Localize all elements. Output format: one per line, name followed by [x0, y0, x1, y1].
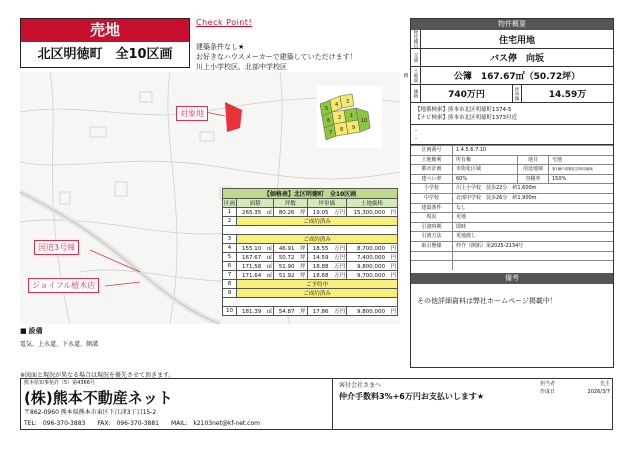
- address-block: [411, 102, 613, 124]
- lot-status: ご成約済み: [237, 235, 398, 244]
- fee-intro: 客付会社さまへ: [339, 382, 382, 389]
- spec-row: [411, 222, 613, 232]
- col-header: 坪数: [274, 199, 307, 208]
- fee-box: [332, 378, 502, 430]
- lot-tsubo: 54.87 坪: [274, 307, 307, 316]
- check-point-line: 建築条件なし★: [196, 43, 245, 51]
- lot-tsubo: 51.92 坪: [274, 271, 307, 280]
- license-number: 熊本県知事免許（5）第4366号: [24, 380, 95, 386]
- spec-row: [411, 174, 613, 184]
- spec-value: 川上小学校 徒歩22分 約1,600m: [456, 185, 537, 192]
- property-title: 北区明徳町 全10区画: [37, 47, 173, 62]
- table-row: [223, 307, 398, 316]
- check-point-line: 川上小学校区、北部中学校区: [196, 63, 287, 71]
- price-table-caption: 【価格表】北区明徳町 全10区画: [223, 189, 398, 199]
- spec-row: [411, 203, 613, 213]
- lot-number: 6: [327, 118, 331, 124]
- lot-unit-price: 17.86 万円: [307, 307, 346, 316]
- lot-price: 9,800,000 円: [347, 262, 398, 271]
- lot-price: 9,800,000 円: [347, 307, 398, 316]
- callout-subject-site: 対象地: [176, 106, 208, 121]
- spec-row: [411, 251, 613, 261]
- spec-value: 市街化区域: [456, 166, 482, 173]
- lot-price: 7,400,000 円: [347, 253, 398, 262]
- table-row: [223, 244, 398, 253]
- summary-type-label: 物件種目: [411, 30, 421, 48]
- remarks-header: 備考: [411, 273, 613, 284]
- spec-value: 更地渡し: [456, 233, 477, 240]
- spec-key: 中学校: [411, 194, 453, 203]
- table-row: [223, 208, 398, 217]
- lot-number: 10: [361, 118, 368, 124]
- col-header: 面積: [237, 199, 274, 208]
- spec-key: 現況: [411, 213, 453, 222]
- lot-no: 5: [223, 253, 237, 262]
- spec-value: [453, 261, 613, 270]
- spec-row: [411, 145, 613, 155]
- lot-number: 8: [340, 127, 344, 133]
- spec-row: [411, 212, 613, 222]
- lot-number: 4: [335, 102, 339, 108]
- spec-value: 1.4.5.6.7.10: [456, 147, 487, 153]
- summary-unit-price: 14.59万: [548, 90, 587, 100]
- facilities-section: [20, 326, 98, 348]
- spec-value: 仲介（開拓）第2025-2134号: [456, 242, 524, 249]
- memo-block: [411, 124, 613, 144]
- lot-number: 9: [352, 125, 356, 131]
- remarks-text: その他詳細資料は弊社ホームページ掲載中！: [417, 296, 557, 305]
- summary-type-row: [411, 30, 613, 48]
- check-point-title: Check Point!: [196, 18, 253, 27]
- lot-area: 171.58 ㎡: [237, 262, 274, 271]
- sale-type-label: 売地: [21, 19, 189, 42]
- spec-key: 区画番号: [411, 146, 453, 155]
- lot-area: 171.64 ㎡: [237, 271, 274, 280]
- address-line: 【ナビ検索】熊本市北区明徳町1373付近: [415, 114, 517, 121]
- check-point-line: お好きなハウスメーカーで建築していただけます！: [196, 53, 357, 61]
- summary-area: 公簿 167.67㎡（50.72坪）: [453, 72, 581, 82]
- spec-table: [411, 144, 613, 270]
- spec-key: 容積率: [517, 175, 549, 184]
- lot-area: 167.67 ㎡: [237, 253, 274, 262]
- spec-value: なし: [456, 204, 467, 211]
- lot-unit-price: 19.05 万円: [307, 208, 346, 217]
- lot-no: 7: [223, 271, 237, 280]
- stamp-label: 先主: [599, 381, 610, 387]
- fee-offer: 仲介手数料3%+6万円お支払いします★: [339, 392, 485, 401]
- table-row: [223, 235, 398, 244]
- company-contact: TEL: 096-370-3883 FAX: 096-370-3881 MAIL: k2103net@kf-net.com: [24, 420, 260, 427]
- lot-no: 9: [223, 289, 237, 298]
- stamp-date: 2026/3/7: [587, 389, 610, 395]
- summary-header: 物件概要: [411, 19, 613, 30]
- spec-key: 引渡方法: [411, 232, 453, 241]
- summary-price: 740万円: [448, 90, 485, 100]
- summary-access-row: [411, 48, 613, 66]
- summary-area-label: 土地面積: [411, 67, 421, 84]
- lot-no: 10: [223, 307, 237, 316]
- lot-tsubo: 50.72 坪: [274, 253, 307, 262]
- stamp-label: 担当者: [540, 381, 556, 387]
- spec-key: 地目: [517, 156, 549, 165]
- summary-type: 住宅用地: [498, 35, 535, 46]
- lot-status: ご成約済み: [237, 217, 398, 226]
- spec-key: 建ぺい率: [411, 175, 453, 184]
- lot-tsubo: 51.90 坪: [274, 262, 307, 271]
- lot-price: 8,700,000 円: [347, 244, 398, 253]
- spec-key: 用途地域: [517, 165, 549, 174]
- lot-no: 1: [223, 208, 237, 217]
- lot-price: 15,300,000 円: [347, 208, 398, 217]
- col-header: 区画: [223, 199, 237, 208]
- col-header: 土地価格: [347, 199, 398, 208]
- unit-price-label: 坪単価: [512, 85, 522, 102]
- spec-key: 都市計画: [411, 165, 453, 174]
- spec-key: [411, 252, 453, 261]
- summary-area-row: [403, 66, 613, 84]
- lot-no: 8: [223, 280, 237, 289]
- table-row: [223, 271, 398, 280]
- callout-route-3: 国道3号線: [34, 240, 79, 255]
- lot-status: ご予約中: [237, 280, 398, 289]
- lot-status: ご成約済み: [237, 289, 398, 298]
- summary-access-label: 交通: [411, 49, 421, 66]
- disclaimer: ※図面と現況が異なる場合は現況を優先させて頂きます。: [20, 372, 175, 379]
- spec-key: [411, 261, 453, 270]
- spec-row: [411, 260, 613, 270]
- spec-value: 宅地: [552, 156, 563, 163]
- lot-area: 155.10 ㎡: [237, 244, 274, 253]
- summary-panel: [403, 18, 614, 368]
- spec-row: [411, 231, 613, 241]
- summary-access: バス停 向坂: [489, 54, 544, 64]
- check-point-list: [196, 42, 357, 72]
- spec-row: [411, 155, 613, 165]
- summary-price-label: 価格: [411, 85, 421, 102]
- spec-key: 土地権利: [411, 156, 453, 165]
- lot-tsubo: 46.91 坪: [274, 244, 307, 253]
- col-header: 坪単価: [307, 199, 346, 208]
- table-row: [223, 217, 398, 226]
- spec-value: 更地: [456, 214, 467, 221]
- table-row: [223, 280, 398, 289]
- spec-value: 150%: [552, 175, 567, 182]
- lot-no: 3: [223, 235, 237, 244]
- price-table: [222, 188, 398, 316]
- spec-key: 引渡時期: [411, 223, 453, 232]
- lot-number: 7: [329, 130, 333, 136]
- company-address: 〒862-0960 熊本県熊本市東区下江津3丁目15-2: [24, 409, 157, 416]
- lot-no: 6: [223, 262, 237, 271]
- spec-value: 60%: [456, 175, 468, 182]
- facilities-title: ■ 設備: [20, 326, 98, 336]
- lot-price: 9,700,000 円: [347, 271, 398, 280]
- lot-unit-price: 18.88 万円: [307, 262, 346, 271]
- lot-tsubo: 80.26 坪: [274, 208, 307, 217]
- memo-line: -: [415, 127, 417, 134]
- summary-price-row: [411, 84, 613, 102]
- stamp-label: 作成日: [540, 389, 556, 395]
- lot-unit-price: 14.59 万円: [307, 253, 346, 262]
- spec-key: 建築条件: [411, 204, 453, 213]
- lot-number: 2: [338, 115, 342, 121]
- lot-area: 181.39 ㎡: [237, 307, 274, 316]
- company-name: (株)熊本不動産ネット: [24, 389, 173, 407]
- memo-line: -: [415, 135, 417, 142]
- table-row: [223, 262, 398, 271]
- lot-number: 3: [346, 99, 350, 105]
- spec-value: 即時: [456, 223, 467, 230]
- spec-value: [453, 252, 613, 261]
- spec-row: [411, 183, 613, 193]
- lot-unit-price: 18.68 万円: [307, 271, 346, 280]
- table-row: [223, 289, 398, 298]
- lot-number: 5: [325, 106, 329, 112]
- spec-value: 第1種中高層住居専用地域: [552, 167, 593, 172]
- lot-number: 1: [350, 113, 354, 119]
- title-block: [20, 18, 190, 68]
- lot-no: 4: [223, 244, 237, 253]
- address-line: 【地番検索】熊本市北区明徳町1374-5: [415, 106, 512, 113]
- spec-key: 小学校: [411, 184, 453, 193]
- spec-row: [411, 241, 613, 251]
- facilities-body: 電気、上水道、下水道、側溝: [20, 341, 99, 348]
- spec-key: 取引態様: [411, 242, 453, 251]
- spec-value: 所有権: [456, 156, 472, 163]
- spec-row: [411, 193, 613, 203]
- lot-unit-price: 18.55 万円: [307, 244, 346, 253]
- spec-value: 北部中学校 徒歩26分 約1,900m: [456, 194, 537, 201]
- stamp-box: [540, 380, 610, 396]
- table-row: [223, 253, 398, 262]
- spec-row: [411, 164, 613, 174]
- lot-area: 265.35 ㎡: [237, 208, 274, 217]
- callout-joyful: ジョイフル植木店: [28, 278, 99, 293]
- lot-no: 2: [223, 217, 237, 226]
